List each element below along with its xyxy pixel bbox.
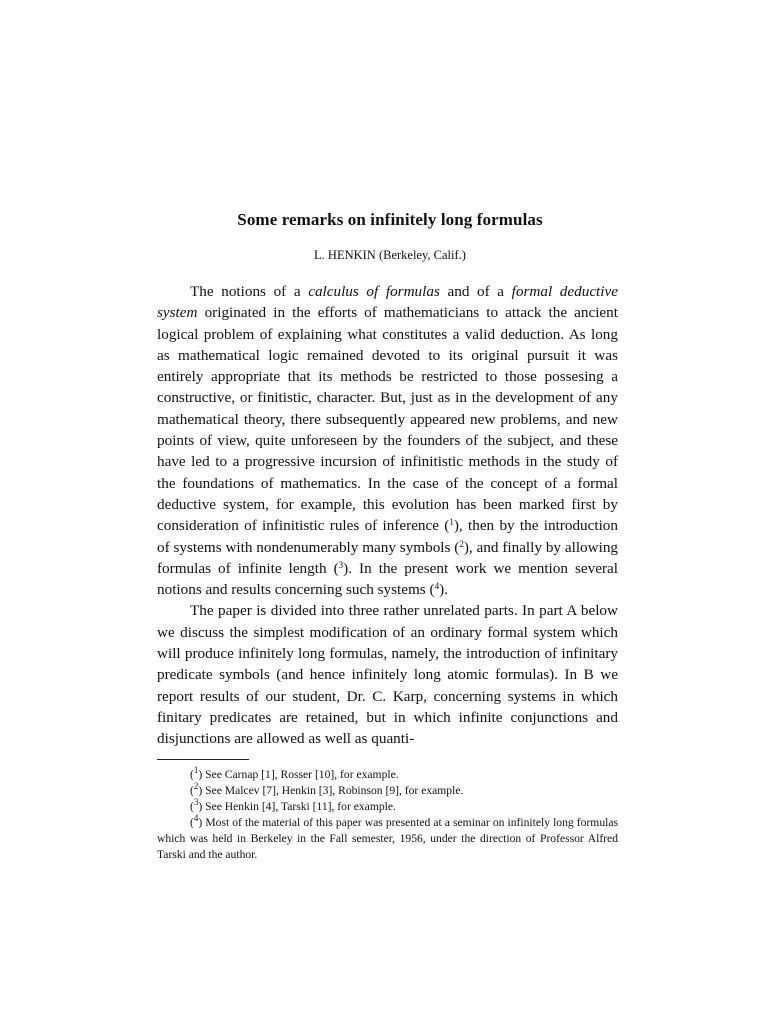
footnote-mark: ($^2$) <box>190 781 203 797</box>
text-run: ), then by the introduction of systems with nondenumerably many symbols ( <box>157 517 618 556</box>
text-run: ). <box>439 581 448 599</box>
italic-term: formal deductive system <box>157 283 618 322</box>
paragraph-1 <box>157 281 618 600</box>
footnote-mark: ($^1$) <box>190 765 203 781</box>
paper-title: Some remarks on infinitely long formulas <box>237 210 543 229</box>
footnote-text: See Henkin [4], Tarski [11], for example. <box>202 800 396 813</box>
footnote-ref: 1 <box>449 517 454 528</box>
footnote <box>157 815 618 863</box>
body-text <box>157 281 618 750</box>
paragraph-2: The paper is divided into three rather unrelated parts. In part A below we discuss the simplest modification of an ordinary formal system which will produce infinitely long formulas, namely, the introduction of infinitary predicate symbols (and hence infinitely long atomic formulas). In B we report results of our student, Dr. C. Karp, concerning systems in which finitary predicates are retained, but in which infinite conjunctions and disjunctions are allowed as well as quanti- <box>157 602 618 748</box>
text-run: and of a <box>439 283 512 300</box>
author-line: L. HENKIN (Berkeley, Calif.) <box>314 248 466 262</box>
text-run: ). In the present work we mention several notions and results concerning such systems ( <box>157 559 618 599</box>
footnote-ref: 4 <box>434 581 440 592</box>
text-run: The notions of a <box>190 283 309 300</box>
text-run: originated in the efforts of mathematicians to attack the ancient logical problem of explaining what constitutes a valid deduction. As long as mathematical logic remained devoted to its original pursuit it was entirely appropriate that its methods be restricted to those possesing a constructive, or finitistic, character. But, just as in the development of any mathematical theory, there subsequently appeared new problems, and new points of view, quite unforeseen by the founders of the subject, and these have led to a progressive incursion of infinitistic methods in the study of the foundations of mathematics. In the case of the concept of a formal deductive system, for example, this evolution has been marked first by consideration of infinitistic rules of inference ( <box>157 304 618 535</box>
footnote-separator <box>157 759 249 760</box>
footnote-ref: 2 <box>459 538 464 549</box>
footnote-text: See Malcev [7], Henkin [3], Robinson [9], for example. <box>202 784 464 797</box>
footnote-mark: ($^4$) <box>190 813 203 829</box>
footnote-mark: ($^3$) <box>190 797 203 813</box>
footnote-text: See Carnap [1], Rosser [10], for example. <box>202 768 399 781</box>
italic-term: calculus of formulas <box>308 283 440 300</box>
footnote <box>157 799 618 815</box>
footnote-text: Most of the material of this paper was presented at a seminar on infinitely long formulas which was held in Berkeley in the Fall semester, 1956, under the direction of Professor Alfred Tarski and the author. <box>157 816 618 861</box>
footnotes <box>157 767 618 863</box>
footnote <box>157 767 618 783</box>
footnote-ref: 3 <box>338 559 344 570</box>
footnote <box>157 783 618 799</box>
text-run: ), and finally by allowing formulas of infinite length ( <box>157 538 619 577</box>
